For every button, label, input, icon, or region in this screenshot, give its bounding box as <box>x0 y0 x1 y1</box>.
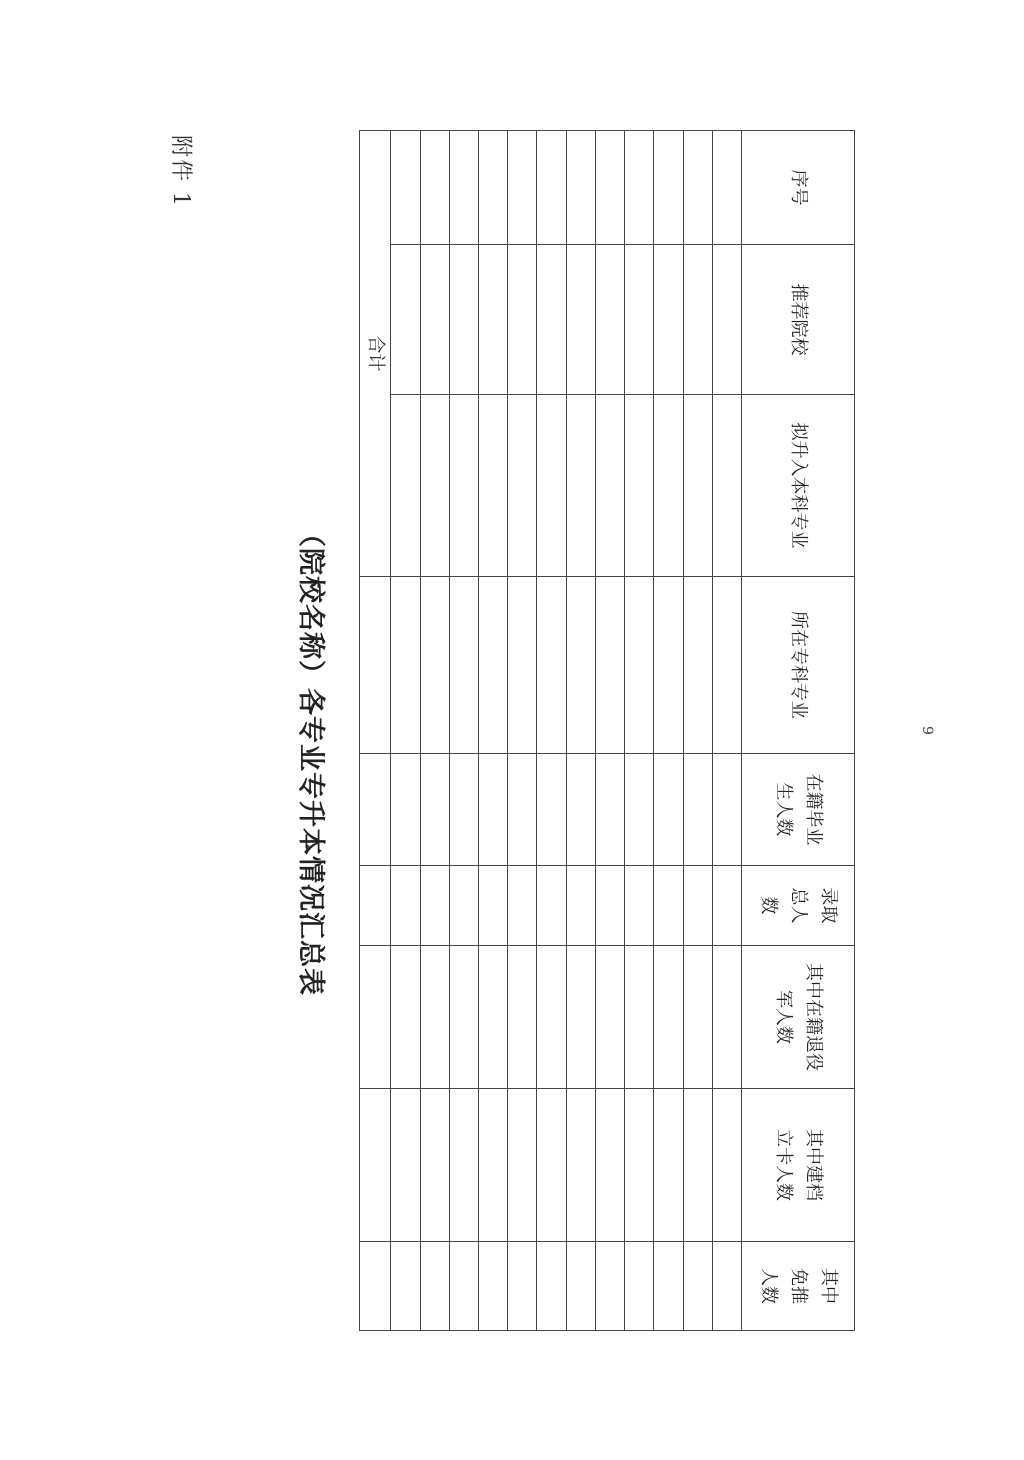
summary-table <box>359 130 855 1331</box>
table-cell <box>595 946 624 1089</box>
table-cell <box>449 866 478 946</box>
table-cell <box>479 1089 508 1242</box>
table-cell <box>566 866 595 946</box>
table-cell <box>537 131 566 245</box>
table-cell <box>566 577 595 754</box>
table-cell <box>420 577 449 754</box>
table-cell <box>625 131 654 245</box>
table-cell <box>360 1089 391 1242</box>
table-cell <box>391 1242 420 1331</box>
table-cell <box>566 395 595 577</box>
header-veterans: 其中在籍退役军人数 <box>742 946 855 1089</box>
total-row <box>360 131 391 1331</box>
table-cell <box>625 946 654 1089</box>
table-cell <box>625 754 654 866</box>
table-cell <box>566 946 595 1089</box>
table-row <box>654 131 683 1331</box>
table-cell <box>449 395 478 577</box>
table-cell <box>712 245 741 395</box>
table-cell <box>508 395 537 577</box>
table-cell <box>566 1089 595 1242</box>
table-cell <box>360 946 391 1089</box>
table-cell <box>595 245 624 395</box>
table-cell <box>420 245 449 395</box>
table-row <box>595 131 624 1331</box>
table-cell <box>391 577 420 754</box>
table-cell <box>508 754 537 866</box>
table-cell <box>449 946 478 1089</box>
table-cell <box>712 946 741 1089</box>
rotated-page <box>71 0 1024 1460</box>
table-cell <box>391 866 420 946</box>
table-cell <box>449 1242 478 1331</box>
table-cell <box>449 1089 478 1242</box>
table-cell <box>595 754 624 866</box>
table-cell <box>479 245 508 395</box>
table-cell <box>508 577 537 754</box>
table-cell <box>712 866 741 946</box>
header-target-major: 拟升入本科专业 <box>742 395 855 577</box>
header-graduates: 在籍毕业生人数 <box>742 754 855 866</box>
table-cell <box>449 131 478 245</box>
table-cell <box>595 1089 624 1242</box>
table-row <box>420 131 449 1331</box>
table-cell <box>360 866 391 946</box>
table-cell <box>508 866 537 946</box>
table-cell <box>654 946 683 1089</box>
table-cell <box>537 395 566 577</box>
table-row <box>449 131 478 1331</box>
table-title: （院校名称）各专业专升本情况汇总表 <box>295 520 326 996</box>
table-cell <box>595 1242 624 1331</box>
table-cell <box>360 754 391 866</box>
table-row <box>479 131 508 1331</box>
table-cell <box>391 1089 420 1242</box>
header-admitted: 录取总人数 <box>742 866 855 946</box>
header-row <box>742 131 855 1331</box>
table-cell <box>391 395 420 577</box>
table-cell <box>508 245 537 395</box>
table-row <box>625 131 654 1331</box>
table-row <box>391 131 420 1331</box>
table-cell <box>654 395 683 577</box>
table-cell <box>420 131 449 245</box>
table-cell <box>625 245 654 395</box>
table-cell <box>479 866 508 946</box>
table-cell <box>449 754 478 866</box>
table-cell <box>712 577 741 754</box>
table-cell <box>508 131 537 245</box>
table-cell <box>625 1242 654 1331</box>
table-cell <box>683 946 712 1089</box>
table-cell <box>683 131 712 245</box>
table-cell <box>479 754 508 866</box>
table-cell <box>683 245 712 395</box>
table-cell <box>391 946 420 1089</box>
header-school: 推荐院校 <box>742 245 855 395</box>
table-cell <box>537 245 566 395</box>
header-serial: 序号 <box>742 131 855 245</box>
table-cell <box>654 131 683 245</box>
table-row <box>712 131 741 1331</box>
table-cell <box>566 245 595 395</box>
table-cell <box>537 754 566 866</box>
table-cell <box>449 245 478 395</box>
table-cell <box>712 1089 741 1242</box>
table-cell <box>654 1242 683 1331</box>
table-cell <box>479 395 508 577</box>
table-cell <box>683 866 712 946</box>
table-cell <box>508 1242 537 1331</box>
table-cell <box>595 131 624 245</box>
table-cell <box>360 577 391 754</box>
table-row <box>683 131 712 1331</box>
table-cell <box>479 131 508 245</box>
table-cell <box>420 754 449 866</box>
table-cell <box>537 866 566 946</box>
table-body <box>360 131 742 1331</box>
table-cell <box>712 754 741 866</box>
table-cell <box>391 754 420 866</box>
table-cell <box>391 131 420 245</box>
table-cell <box>508 1089 537 1242</box>
table-cell <box>391 245 420 395</box>
table-row <box>537 131 566 1331</box>
table-cell <box>420 1242 449 1331</box>
page-number: 9 <box>919 726 935 735</box>
table-cell <box>654 754 683 866</box>
table-cell <box>449 577 478 754</box>
table-cell <box>595 577 624 754</box>
table-row <box>566 131 595 1331</box>
header-current-major: 所在专科专业 <box>742 577 855 754</box>
table-cell <box>683 577 712 754</box>
table-cell <box>654 245 683 395</box>
table-cell <box>654 1089 683 1242</box>
table-cell <box>508 946 537 1089</box>
table-cell <box>625 395 654 577</box>
table-cell <box>654 577 683 754</box>
header-exempt: 其中免推人数 <box>742 1242 855 1331</box>
total-label: 合计 <box>360 131 391 577</box>
header-poverty-registered: 其中建档立卡人数 <box>742 1089 855 1242</box>
table-row <box>508 131 537 1331</box>
table-cell <box>625 866 654 946</box>
table-cell <box>420 866 449 946</box>
table-cell <box>420 395 449 577</box>
table-cell <box>625 577 654 754</box>
table-cell <box>683 1242 712 1331</box>
table-cell <box>479 946 508 1089</box>
table-cell <box>595 395 624 577</box>
table-cell <box>566 1242 595 1331</box>
table-cell <box>595 866 624 946</box>
table-cell <box>683 1089 712 1242</box>
table-cell <box>360 1242 391 1331</box>
table-cell <box>683 395 712 577</box>
attachment-label: 附件 1 <box>168 135 193 208</box>
table-cell <box>537 577 566 754</box>
table-cell <box>712 131 741 245</box>
table-cell <box>683 754 712 866</box>
table-cell <box>479 1242 508 1331</box>
table-cell <box>566 754 595 866</box>
table-cell <box>479 577 508 754</box>
table-cell <box>654 866 683 946</box>
table-cell <box>537 946 566 1089</box>
table-cell <box>712 395 741 577</box>
table-cell <box>420 1089 449 1242</box>
table-cell <box>566 131 595 245</box>
table-cell <box>537 1242 566 1331</box>
table-cell <box>420 946 449 1089</box>
table-cell <box>625 1089 654 1242</box>
table-cell <box>712 1242 741 1331</box>
table-cell <box>537 1089 566 1242</box>
